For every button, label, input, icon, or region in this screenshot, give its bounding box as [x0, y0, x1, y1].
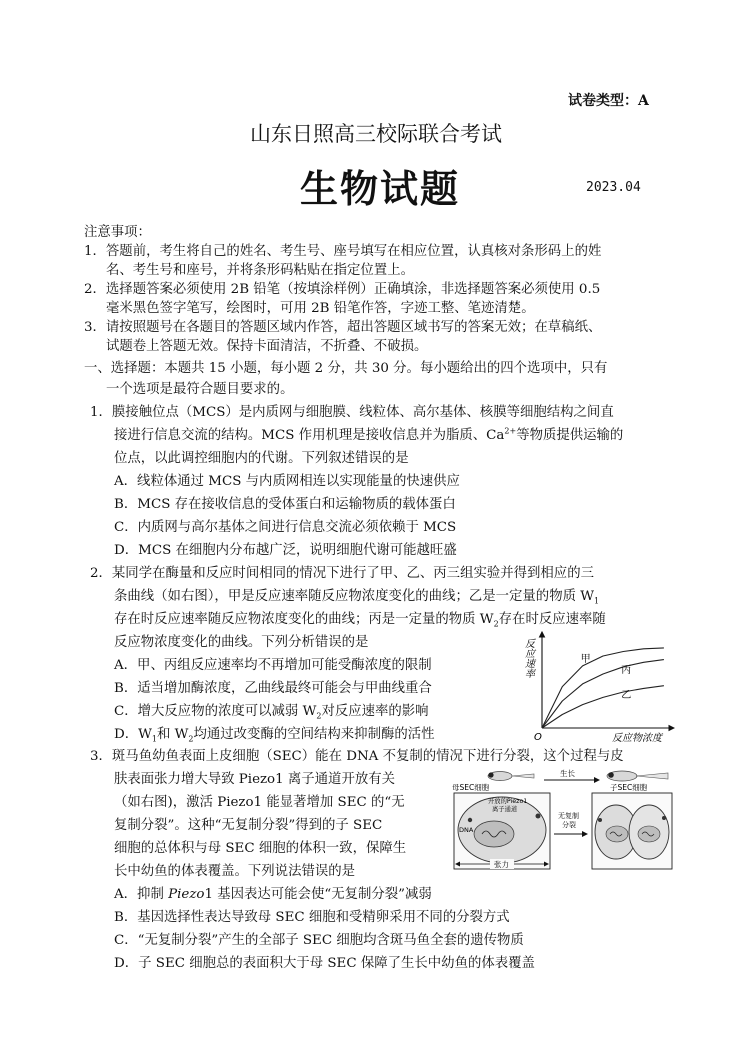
q3-stem: 长中幼鱼的体表覆盖。下列说法错误的是 — [114, 864, 356, 879]
series-line-2 — [542, 686, 664, 728]
nucleus-icon — [474, 821, 514, 847]
q2-option-c: C．增大反应物的浓度可以减弱 $W_2$对反应速率的影响 — [114, 704, 429, 721]
piezo-channel-icon — [468, 818, 472, 822]
section-heading-cont: 一个选项是最符合题目要求的。 — [106, 382, 294, 397]
child-cell-label: 子SEC细胞 — [610, 783, 648, 792]
nucleus-icon — [638, 826, 660, 842]
q3-stem: 3．斑马鱼幼鱼表面上皮细胞（SEC）能在 DNA 不复制的情况下进行分裂，这个过程与皮 — [90, 749, 624, 764]
q3-stem: 复制分裂”。这种“无复制分裂”得到的子 SEC — [114, 818, 383, 833]
note-line: 毫米黑色签字笔写，绘图时，可用 2B 铅笔作答，字迹工整、笔迹清楚。 — [106, 301, 535, 316]
q2-stem: 存在时反应速率随反应物浓度变化的曲线；丙是一定量的物质 $W_2$存在时反应速率随 — [114, 612, 606, 629]
q2-option-b: B．适当增加酶浓度，乙曲线最终可能会与甲曲线重合 — [114, 681, 432, 696]
q1-stem: 1．膜接触位点（MCS）是内质网与细胞膜、线粒体、高尔基体、核膜等细胞结构之间直 — [90, 405, 614, 420]
reaction-rate-chart — [522, 628, 678, 744]
sec-division-figure — [450, 768, 676, 878]
x-axis-label: 反应物浓度 — [612, 733, 662, 744]
note-line: 名、考生号和座号，并将条形码粘贴在指定位置上。 — [106, 263, 414, 278]
series-layer — [542, 648, 664, 728]
q3-option-a: A．抑制 Piezo1 基因表达可能会使“无复制分裂”减弱 — [114, 887, 432, 902]
q1-option-a: A．线粒体通过 MCS 与内质网相连以实现能量的快速供应 — [114, 474, 460, 489]
q2-stem: 2．某同学在酶量和反应时间相同的情况下进行了甲、乙、丙三组实验并得到相应的三 — [90, 566, 594, 581]
tension-label: 张力 — [494, 860, 509, 869]
y-axis-label: 反应速率 — [522, 638, 534, 678]
q3-option-b: B．基因选择性表达导致母 SEC 细胞和受精卵采用不同的分裂方式 — [114, 910, 510, 925]
series-label-0: 甲 — [580, 653, 591, 665]
q2-option-a: A．甲、丙组反应速率均不再增加可能受酶浓度的限制 — [114, 658, 432, 673]
zebrafish-large-icon — [607, 771, 668, 781]
q1-stem: 位点，以此调控细胞内的代谢。下列叙述错误的是 — [114, 451, 409, 466]
series-label-2: 乙 — [621, 690, 632, 701]
q1-option-d: D．MCS 在细胞内分布越广泛，说明细胞代谢可能越旺盛 — [114, 543, 457, 558]
series-line-1 — [542, 660, 664, 728]
exam-date: 2023.04 — [586, 180, 641, 195]
q1-option-b: B．MCS 存在接收信息的受体蛋白和运输物质的载体蛋白 — [114, 497, 456, 512]
q1-stem: 接进行信息交流的结构。MCS 作用机理是接收信息并为脂质、$Ca^{2+}$等物质提供运输的 — [114, 426, 624, 443]
note-line: 2．选择题答案必须使用 2B 铅笔（按填涂样例）正确填涂，非选择题答案必须使用 0.5 — [84, 282, 601, 297]
growth-label: 生长 — [560, 769, 575, 778]
division-arrow-icon — [582, 831, 588, 837]
growth-arrow-icon — [594, 777, 600, 783]
q3-option-d: D．子 SEC 细胞总的表面积大于母 SEC 保障了生长中幼鱼的体表覆盖 — [114, 956, 535, 971]
q3-stem: （如右图)，激活 Piezo1 能显著增加 SEC 的“无 — [114, 795, 405, 810]
division-label: 无复制 — [558, 812, 579, 820]
zebrafish-small-icon — [488, 772, 534, 781]
division-label: 分裂 — [562, 821, 576, 829]
piezo-channel-icon — [598, 818, 602, 822]
notes-heading: 注意事项： — [84, 225, 151, 240]
section-heading: 一、选择题：本题共 15 小题，每小题 2 分，共 30 分。每小题给出的四个选项中，只有 — [84, 361, 608, 376]
q3-stem: 肤表面张力增大导致 Piezo1 离子通道开放有关 — [114, 772, 396, 787]
q3-stem: 细胞的总体积与母 SEC 细胞的体积一致，保障生 — [114, 841, 407, 856]
series-label-1: 丙 — [621, 664, 632, 676]
q2-option-d: D．$W_1$和 $W_2$均通过改变酶的空间结构来抑制酶的活性 — [114, 727, 435, 744]
origin-label: O — [534, 732, 542, 743]
piezo-channel-icon — [662, 816, 666, 820]
q2-stem: 反应物浓度变化的曲线。下列分析错误的是 — [114, 635, 369, 650]
channel-label: 开放的Piezo1 — [488, 798, 528, 805]
channel-label: 离子通道 — [492, 806, 518, 813]
q3-option-c: C．“无复制分裂”产生的全部子 SEC 细胞均含斑马鱼全套的遗传物质 — [114, 933, 524, 948]
exam-title: 山东日照高三校际联合考试 — [250, 122, 502, 146]
note-line: 试题卷上答题无效。保持卡面清洁，不折叠、不破损。 — [106, 339, 428, 354]
piezo-channel-icon — [536, 814, 541, 819]
subject-title: 生物试题 — [300, 167, 461, 211]
dna-label: DNA — [459, 826, 474, 834]
q2-stem: 条曲线（如右图），甲是反应速率随反应物浓度变化的曲线；乙是一定量的物质 $W_1$ — [114, 589, 600, 606]
q1-option-c: C．内质网与高尔基体之间进行信息交流必须依赖于 MCS — [114, 520, 457, 535]
nucleus-icon — [606, 826, 628, 842]
note-line: 3．请按照题号在各题目的答题区域内作答，超出答题区域书写的答案无效；在草稿纸、 — [84, 320, 602, 335]
mother-cell-label: 母SEC细胞 — [452, 783, 490, 792]
paper-type: 试卷类型：A — [568, 93, 649, 109]
note-line: 1．答题前，考生将自己的姓名、考生号、座号填写在相应位置，认真核对条形码上的姓 — [84, 244, 602, 259]
